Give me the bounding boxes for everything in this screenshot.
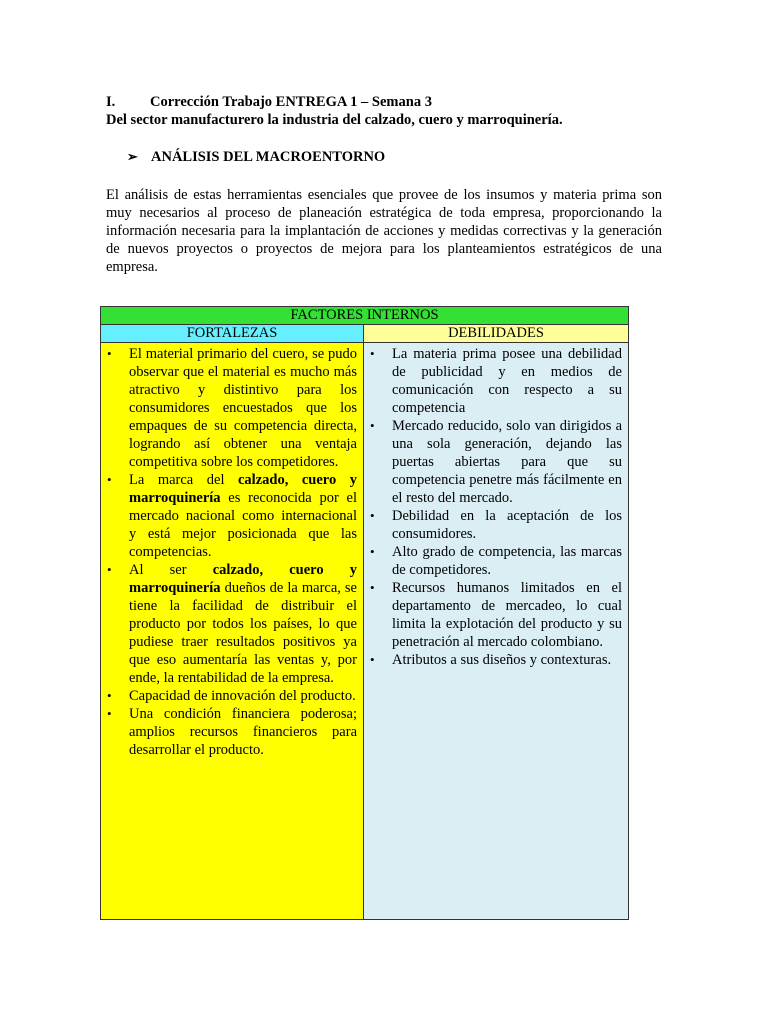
fortalezas-header: FORTALEZAS: [101, 325, 364, 342]
debilidades-header: DEBILIDADES: [364, 325, 628, 342]
table-body-row: [101, 343, 628, 919]
section-number: I.: [106, 94, 116, 110]
fortaleza-item: • Al ser calzado, cuero y marroquinería dueños de la marca, se tiene la facilidad de distribuir el producto por todos los países, lo que pudiese traer resultados positivos ya que eso aumentaría las ventas y, por ende, la rentabilidad de la empresa.: [105, 561, 357, 687]
fortalezas-column: [101, 343, 364, 919]
debilidad-item: • La materia prima posee una debilidad de publicidad y en medios de comunicación con respecto a su competencia: [368, 345, 622, 417]
debilidad-item: • Debilidad en la aceptación de los consumidores.: [368, 507, 622, 543]
fortaleza-item: • La marca del calzado, cuero y marroquinería es reconocida por el mercado nacional como internacional y está mejor posicionada que las competencias.: [105, 471, 357, 561]
fortaleza-item: • Capacidad de innovación del producto.: [105, 687, 357, 705]
title-text: Corrección Trabajo ENTREGA 1 – Semana 3: [150, 94, 432, 110]
debilidad-item: • Recursos humanos limitados en el departamento de mercadeo, lo cual limita la explotación del producto y su penetración al mercado colombiano.: [368, 579, 622, 651]
fortaleza-item: • Una condición financiera poderosa; amplios recursos financieros para desarrollar el producto.: [105, 705, 357, 759]
intro-paragraph: El análisis de estas herramientas esenciales que provee de los insumos y materia prima son muy necesarios al proceso de planeación estratégica de toda empresa, proporcionando la información necesaria para la implantación de acciones y medidas correctivas y la generación de nuevos proyectos o proyectos de mejora para los planteamientos estratégicos de una empresa.: [106, 187, 662, 275]
debilidades-column: [364, 343, 628, 919]
factores-internos-table: [100, 306, 629, 920]
table-title: FACTORES INTERNOS: [101, 307, 628, 325]
debilidad-item: • Mercado reducido, solo van dirigidos a una sola generación, dejando las puertas abiertas para que su competencia penetre más fácilmente en el resto del mercado.: [368, 417, 622, 507]
table-header-row: [101, 325, 628, 343]
document-subtitle: Del sector manufacturero la industria del calzado, cuero y marroquinería.: [106, 112, 563, 128]
section-heading: [127, 148, 385, 166]
debilidad-item: • Alto grado de competencia, las marcas de competidores.: [368, 543, 622, 579]
debilidad-item: • Atributos a sus diseños y contexturas.: [368, 651, 622, 669]
section-heading-text: ANÁLISIS DEL MACROENTORNO: [151, 149, 386, 165]
fortaleza-item: • El material primario del cuero, se pudo observar que el material es mucho más atractivo y distintivo para los consumidores encuestados que los empaques de su competencia directa, logrando así obtener una ventaja competitiva sobre los competidores.: [105, 345, 357, 471]
document-title: [106, 93, 432, 111]
arrow-bullet-icon: ➢: [127, 149, 138, 164]
